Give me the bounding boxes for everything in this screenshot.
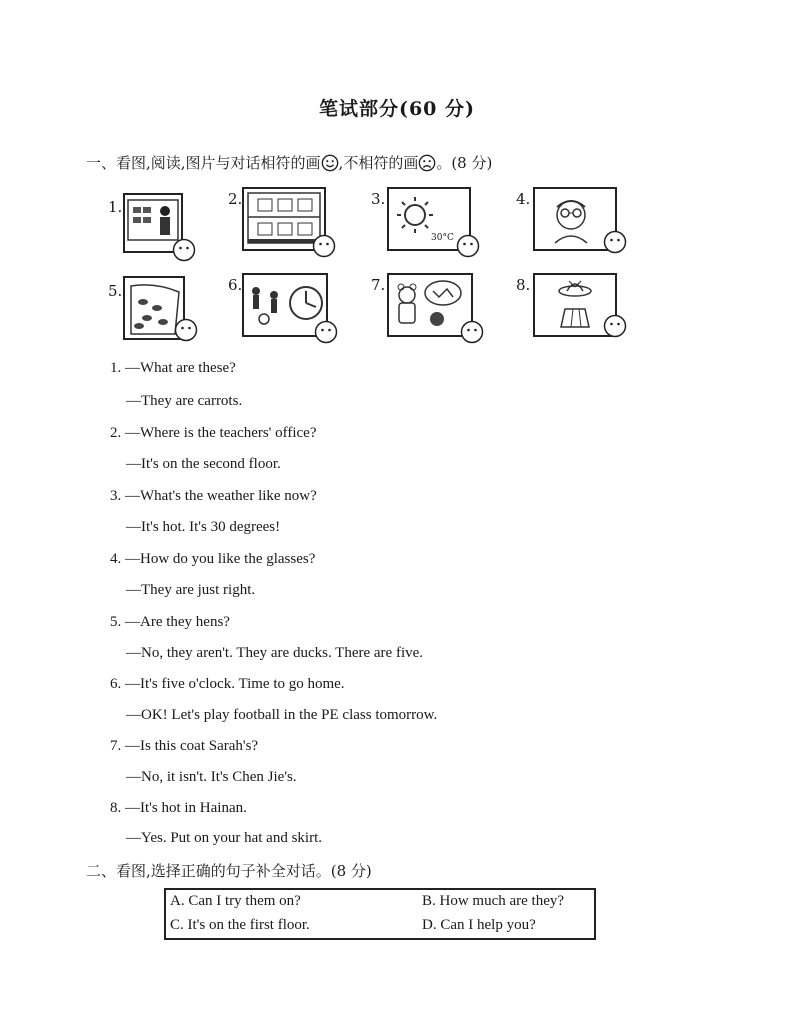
option-a: A. Can I try them on?	[170, 893, 301, 909]
dialogue-answer: —They are carrots.	[126, 393, 243, 409]
answer-face-icon[interactable]	[312, 234, 336, 258]
answer-face-icon[interactable]	[460, 320, 484, 344]
option-d: D. Can I help you?	[422, 917, 536, 933]
options-box	[164, 888, 596, 940]
dialogue-question: 5. —Are they hens?	[110, 614, 230, 630]
answer-face-icon[interactable]	[603, 314, 627, 338]
answer-face-icon[interactable]	[314, 320, 338, 344]
dialogue-question: 8. —It's hot in Hainan.	[110, 800, 247, 816]
section-1-prefix: 一、看图,阅读,图片与对话相符的画	[86, 154, 321, 172]
picture-number: 7.	[371, 276, 386, 294]
section-1-suffix: 。(8 分)	[436, 154, 493, 172]
dialogue-question: 7. —Is this coat Sarah's?	[110, 738, 259, 754]
dialogue-question: 1. —What are these?	[110, 360, 236, 376]
bear-coat-icon	[389, 275, 471, 335]
temperature-label: 30°C	[431, 233, 454, 243]
sad-face-icon	[418, 154, 436, 172]
section-1-middle: ,不相符的画	[338, 154, 419, 172]
dialogue-answer: —Yes. Put on your hat and skirt.	[126, 830, 322, 846]
page-title: 笔试部分(60 分)	[318, 98, 476, 120]
answer-face-icon[interactable]	[174, 318, 198, 342]
section-1-heading	[86, 152, 492, 173]
dialogue-answer: —No, they aren't. They are ducks. There are five.	[126, 645, 424, 661]
dialogue-question: 2. —Where is the teachers' office?	[110, 425, 317, 441]
picture-number: 2.	[228, 190, 243, 208]
option-b: B. How much are they?	[422, 893, 565, 909]
dialogue-question: 6. —It's five o'clock. Time to go home.	[110, 676, 345, 692]
picture-number: 3.	[371, 190, 386, 208]
dialogue-question: 4. —How do you like the glasses?	[110, 551, 316, 567]
dialogue-question: 3. —What's the weather like now?	[110, 488, 317, 504]
answer-face-icon[interactable]	[603, 230, 627, 254]
dialogue-answer: —It's on the second floor.	[126, 456, 281, 472]
picture-number: 8.	[516, 276, 531, 294]
picture-number: 1.	[108, 198, 123, 216]
picture-number: 4.	[516, 190, 531, 208]
dialogue-answer: —No, it isn't. It's Chen Jie's.	[126, 769, 297, 785]
answer-face-icon[interactable]	[172, 238, 196, 262]
dialogue-answer: —OK! Let's play football in the PE class tomorrow.	[126, 707, 438, 723]
dialogue-answer: —It's hot. It's 30 degrees!	[126, 519, 281, 535]
answer-face-icon[interactable]	[456, 234, 480, 258]
smiley-face-icon	[321, 154, 339, 172]
option-c: C. It's on the first floor.	[170, 917, 310, 933]
dialogue-answer: —They are just right.	[126, 582, 256, 598]
picture-number: 6.	[228, 276, 243, 294]
picture-number: 5.	[108, 282, 123, 300]
section-2-heading: 二、看图,选择正确的句子补全对话。(8 分)	[86, 862, 372, 880]
